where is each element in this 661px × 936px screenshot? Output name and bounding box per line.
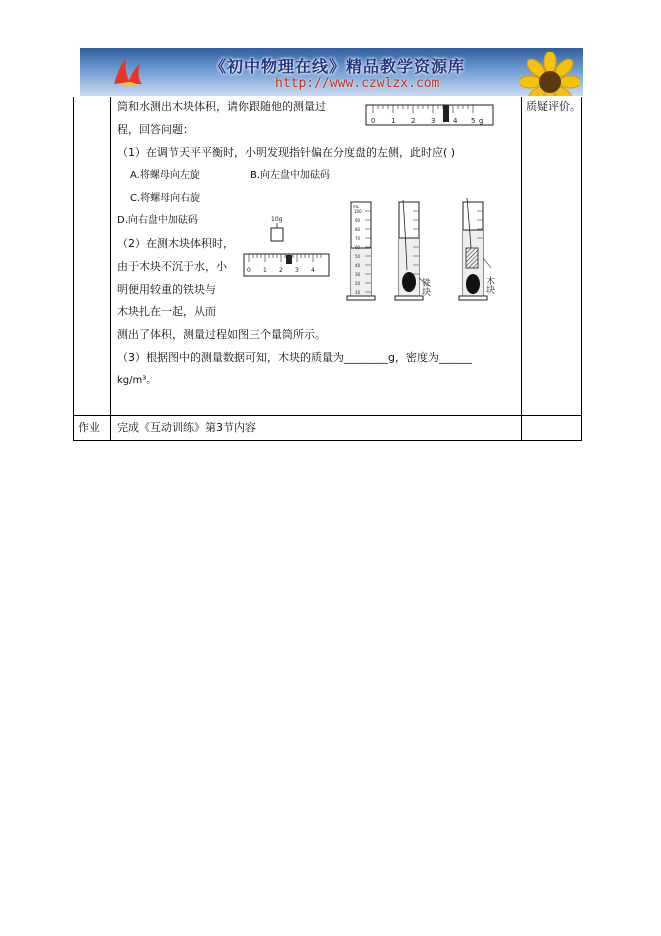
cylinder-scale-label: 20: [355, 281, 361, 286]
question-2-line-5: 测出了体积，测量过程如图三个量筒所示。: [117, 328, 326, 341]
weight-label: 10g: [271, 216, 283, 223]
weight-and-scale-figure: [243, 212, 331, 280]
option-d: D.向右盘中加砝码: [117, 215, 198, 226]
question-1: （1）在调节天平平衡时，小明发现指针偏在分度盘的左侧，此时应( ): [117, 146, 456, 159]
logo-icon: [110, 54, 146, 90]
scale-tick-label: 3: [295, 267, 299, 274]
cylinder-scale-label: 70: [355, 236, 361, 241]
question-2-line-3: 明便用较重的铁块与: [117, 283, 216, 296]
sunflower-icon: [520, 52, 580, 96]
question-3-line-1: （3）根据图中的测量数据可知，木块的质量为________g，密度为______: [117, 351, 472, 364]
banner-url: http://www.czwlzx.com: [275, 76, 440, 91]
iron-label: 铁块: [420, 278, 430, 296]
wood-label: 木块: [484, 276, 494, 294]
cylinder-water: [347, 202, 375, 300]
header-banner: [80, 48, 583, 96]
cylinder-scale-label: 100: [354, 209, 362, 214]
right-column-note: 质疑评价。: [526, 100, 581, 113]
beam-tick-label: 0: [371, 117, 376, 125]
option-c: C.将螺母向右旋: [130, 193, 201, 204]
wood-block: [466, 248, 478, 268]
cylinder-scale-label: 10: [355, 290, 361, 295]
scale-tick-label: 4: [311, 267, 315, 274]
question-2-line-2: 由于木块不沉于水，小: [117, 260, 227, 273]
beam-tick-label: 3: [431, 117, 436, 125]
option-b: B.向左盘中加砝码: [250, 170, 331, 181]
cylinder-unit-label: mL: [353, 204, 360, 209]
homework-label: 作业: [78, 421, 100, 434]
question-2-line-1: （2）在测木块体积时，: [117, 237, 234, 250]
intro-line-2: 程，回答问题：: [117, 123, 194, 136]
cylinder-scale-label: 50: [355, 254, 361, 259]
scale-tick-label: 2: [279, 267, 283, 274]
question-3-line-2: kg/m³。: [117, 375, 157, 386]
iron-block-2: [466, 274, 480, 294]
beam-rider: [443, 105, 449, 122]
cylinder-with-wood: [459, 198, 495, 300]
intro-line-1: 筒和水测出木块体积，请你跟随他的测量过: [117, 100, 326, 113]
beam-scale-figure: [365, 103, 495, 133]
iron-block: [402, 272, 416, 292]
measuring-cylinders-figure: [345, 196, 505, 306]
scale-tick-label: 1: [263, 267, 267, 274]
beam-tick-label: 2: [411, 117, 416, 125]
cylinder-with-iron: [395, 200, 431, 300]
beam-unit-label: g: [479, 117, 484, 125]
question-2-line-4: 木块扎在一起，从而: [117, 305, 216, 318]
scale-tick-label: 0: [247, 267, 251, 274]
banner-title: 《初中物理在线》精品教学资源库: [210, 57, 466, 76]
cylinder-scale-label: 60: [355, 245, 361, 250]
option-a: A.将螺母向左旋: [130, 170, 200, 181]
cylinder-scale-label: 90: [355, 218, 361, 223]
beam-tick-label: 5: [471, 117, 476, 125]
cylinder-scale-label: 40: [355, 263, 361, 268]
homework-content: 完成《互动训练》第3节内容: [117, 421, 256, 434]
scale-rider: [286, 255, 292, 264]
cylinder-scale-label: 80: [355, 227, 361, 232]
beam-tick-label: 1: [391, 117, 396, 125]
weight-block: [271, 228, 283, 241]
cylinder-scale-label: 30: [355, 272, 361, 277]
beam-tick-label: 4: [453, 117, 458, 125]
